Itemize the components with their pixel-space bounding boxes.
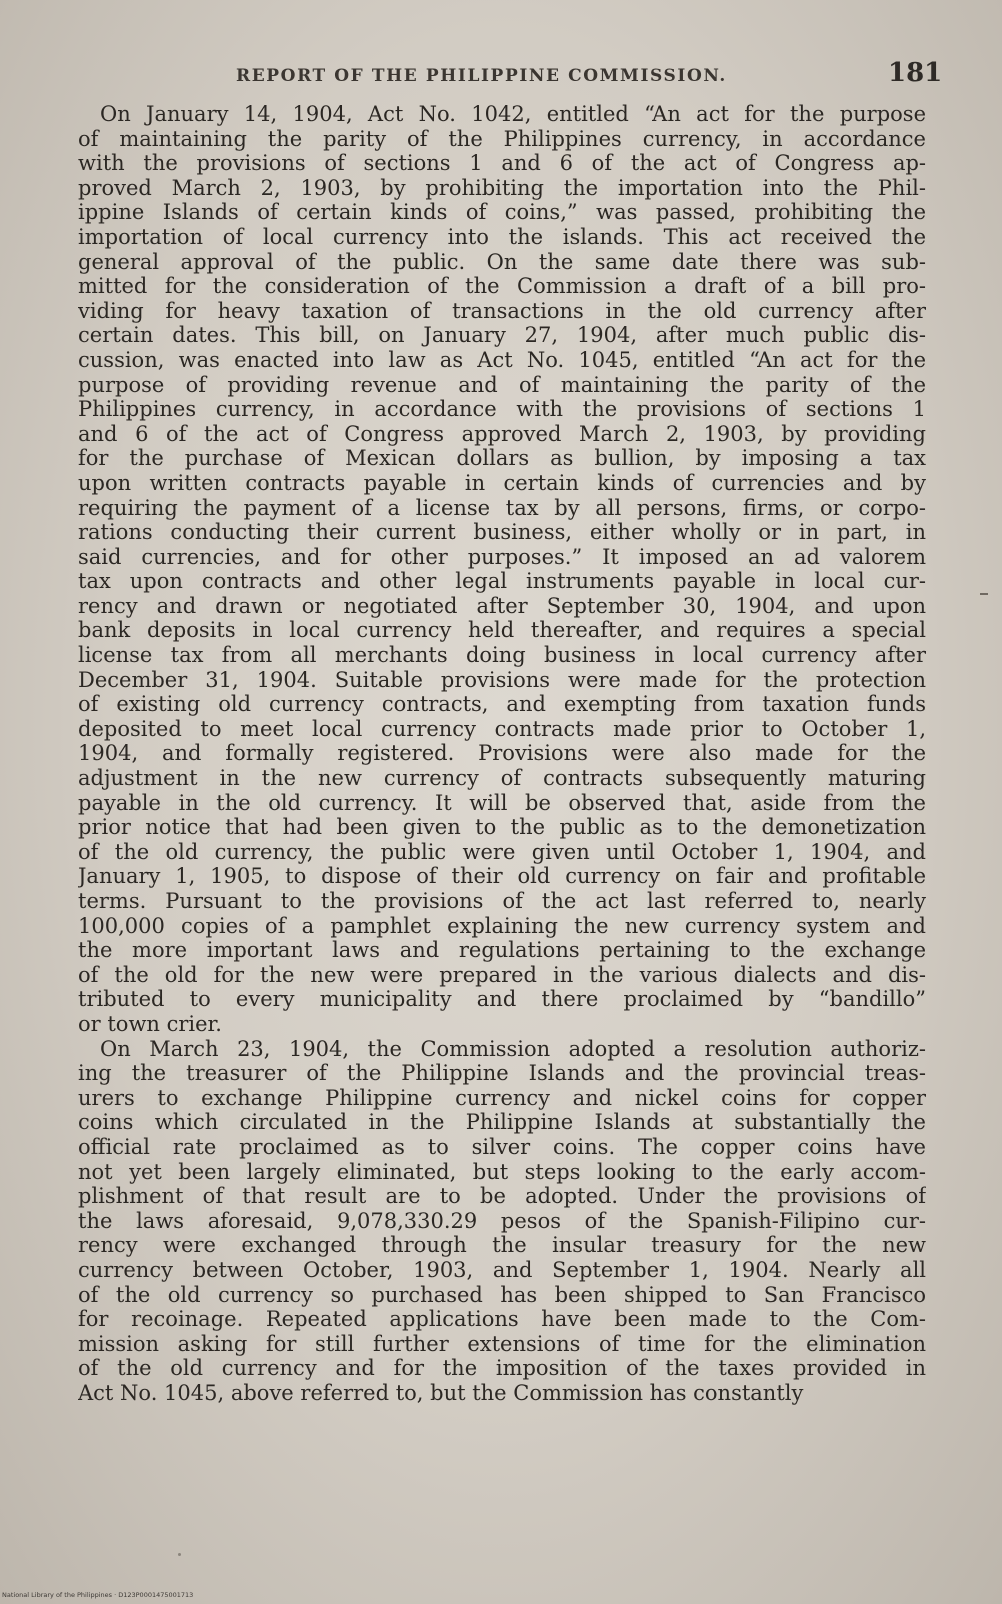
paragraph-1 — [78, 102, 926, 1037]
text-line: official rate proclaimed as to silver coins. The copper coins have — [78, 1134, 926, 1159]
text-line: of the old currency so purchased has been shipped to San Francisco — [78, 1282, 926, 1307]
text-line: terms. Pursuant to the provisions of the act last referred to, nearly — [78, 889, 926, 913]
text-line: not yet been largely eliminated, but steps looking to the early accom- — [78, 1159, 926, 1184]
text-line: the more important laws and regulations pertaining to the exchange — [78, 938, 926, 963]
text-line: importation of local currency into the islands. This act received the — [78, 224, 926, 249]
text-line: for recoinage. Repeated applications have been made to the Com- — [78, 1307, 926, 1332]
text-line: of the old currency and for the imposition of the taxes provided in — [78, 1356, 926, 1381]
text-line: general approval of the public. On the same date there was sub- — [78, 249, 926, 274]
text-line: bank deposits in local currency held thereafter, and requires a special — [78, 618, 926, 643]
text-line: Philippines currency, in accordance with the provisions of sections 1 — [78, 397, 926, 422]
text-line: ippine Islands of certain kinds of coins,” was passed, prohibiting the — [78, 200, 926, 225]
text-line: requiring the payment of a license tax by all persons, firms, or corpo- — [78, 495, 926, 520]
text-line: coins which circulated in the Philippine Islands at substantially the — [78, 1110, 926, 1135]
text-line: mitted for the consideration of the Commission a draft of a bill pro- — [78, 274, 926, 299]
paper-speck — [178, 1553, 181, 1556]
text-line: and 6 of the act of Congress approved March 2, 1903, by providing — [78, 421, 926, 446]
text-line: rency and drawn or negotiated after September 30, 1904, and upon — [78, 593, 926, 618]
text-line: of the old for the new were prepared in the various dialects and dis- — [78, 962, 926, 987]
text-line: with the provisions of sections 1 and 6 of the act of Congress ap- — [78, 151, 926, 176]
text-line: viding for heavy taxation of transactions in the old currency after — [78, 298, 926, 323]
text-line: upon written contracts payable in certain kinds of currencies and by — [78, 470, 926, 495]
text-line: rency were exchanged through the insular treasury for the new — [78, 1233, 926, 1258]
text-line: January 1, 1905, to dispose of their old currency on fair and profitable — [78, 864, 926, 889]
text-line: of maintaining the parity of the Philippines currency, in accordance — [78, 126, 926, 151]
text-line: deposited to meet local currency contracts made prior to October 1, — [78, 716, 926, 741]
text-line: currency between October, 1903, and September 1, 1904. Nearly all — [78, 1257, 926, 1282]
text-line: tributed to every municipality and there proclaimed by “bandillo” — [78, 987, 926, 1012]
text-line: purpose of providing revenue and of maintaining the parity of the — [78, 372, 926, 397]
text-line: license tax from all merchants doing business in local currency after — [78, 643, 926, 668]
text-line: the laws aforesaid, 9,078,330.29 pesos of the Spanish-Filipino cur- — [78, 1208, 926, 1233]
text-line: urers to exchange Philippine currency and nickel coins for copper — [78, 1085, 926, 1110]
text-line: December 31, 1904. Suitable provisions were made for the protection — [78, 667, 926, 692]
text-line: mission asking for still further extensions of time for the elimination — [78, 1331, 926, 1356]
paragraph-2 — [78, 1037, 926, 1406]
text-line: of existing old currency contracts, and exempting from taxation funds — [78, 692, 926, 717]
running-title: REPORT OF THE PHILIPPINE COMMISSION. — [236, 66, 727, 86]
page-header — [236, 58, 943, 98]
text-line: plishment of that result are to be adopted. Under the provisions of — [78, 1184, 926, 1209]
text-line: payable in the old currency. It will be observed that, aside from the — [78, 790, 926, 815]
text-line: for the purchase of Mexican dollars as bullion, by imposing a tax — [78, 446, 926, 471]
text-line: or town crier. — [78, 1011, 222, 1036]
text-line: rations conducting their current business, either wholly or in part, in — [78, 520, 926, 545]
text-line: On March 23, 1904, the Commission adopted a resolution authoriz- — [100, 1036, 926, 1061]
body-text — [78, 102, 926, 1405]
text-line: Act No. 1045, above referred to, but the Commission has constantly — [78, 1380, 804, 1405]
text-line: On January 14, 1904, Act No. 1042, entitled “An act for the purpose — [100, 102, 926, 126]
page-number: 181 — [888, 58, 943, 88]
text-line: of the old currency, the public were given until October 1, 1904, and — [78, 839, 926, 864]
text-line: certain dates. This bill, on January 27, 1904, after much public dis- — [78, 323, 926, 348]
text-line: 1904, and formally registered. Provisions were also made for the — [78, 741, 926, 766]
text-line: proved March 2, 1903, by prohibiting the importation into the Phil- — [78, 175, 926, 200]
margin-mark — [980, 593, 988, 595]
text-line: cussion, was enacted into law as Act No. 1045, entitled “An act for the — [78, 347, 926, 372]
text-line: 100,000 copies of a pamphlet explaining the new currency system and — [78, 913, 926, 938]
text-line: prior notice that had been given to the public as to the demonetization — [78, 815, 926, 840]
text-line: adjustment in the new currency of contracts subsequently maturing — [78, 766, 926, 791]
scan-credit: National Library of the Philippines · D123P0001475001713 — [2, 1591, 194, 1599]
text-line: ing the treasurer of the Philippine Islands and the provincial treas- — [78, 1061, 926, 1086]
text-line: said currencies, and for other purposes.” It imposed an ad valorem — [78, 544, 926, 569]
text-line: tax upon contracts and other legal instruments payable in local cur- — [78, 569, 926, 594]
